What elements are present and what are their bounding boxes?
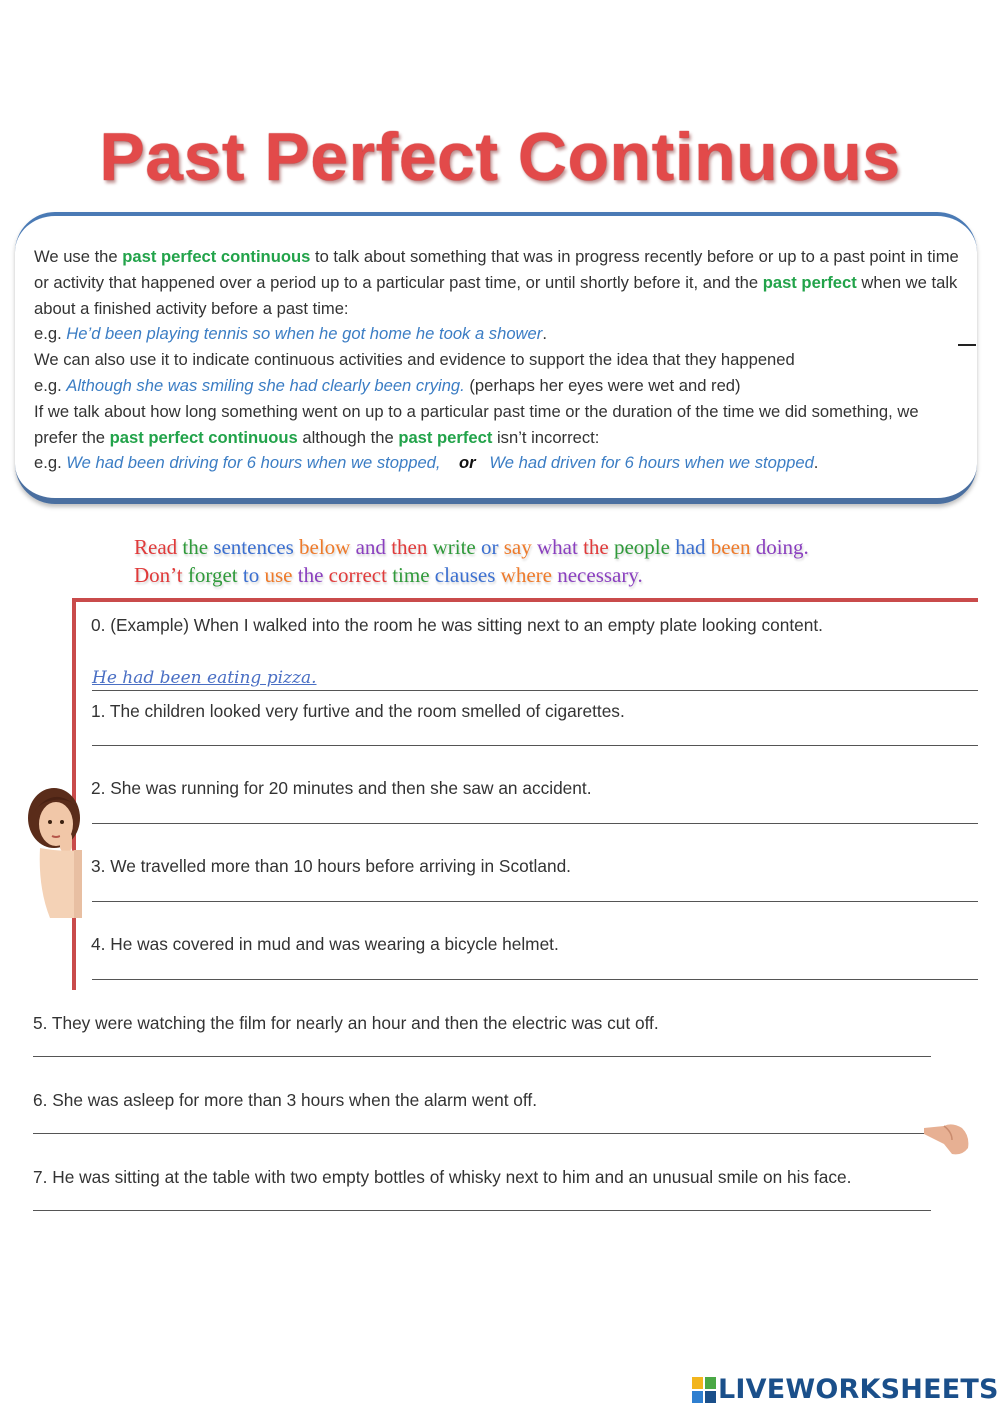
instruction-word: Read	[134, 535, 178, 559]
text: If we talk about how long something went on up to a particular past time or the duration of the time we did something, we prefer the	[34, 401, 919, 447]
example-sentence: We had driven for 6 hours when we stopped	[489, 453, 814, 473]
eg-label: e.g.	[34, 453, 67, 473]
instruction-word: the	[297, 563, 324, 587]
example-1	[34, 321, 964, 347]
highlight-term: past perfect	[762, 272, 857, 292]
answer-line-4[interactable]	[92, 979, 978, 980]
instruction-word: then	[391, 535, 428, 559]
instruction-word: had	[675, 535, 706, 559]
instruction-word: below	[299, 535, 351, 559]
question-5: 5. They were watching the film for nearly an hour and then the electric was cut off.	[33, 1013, 659, 1033]
question-4: 4. He was covered in mud and was wearing a bicycle helmet.	[91, 934, 559, 954]
text: .	[542, 324, 547, 344]
instruction-word: doing.	[755, 535, 809, 559]
or-word: or	[458, 453, 476, 473]
instruction-word: clauses	[434, 563, 496, 587]
instruction-word: correct	[328, 563, 387, 587]
example-answer: He had been eating pizza.	[92, 668, 317, 688]
instruction-word: use	[264, 563, 293, 587]
instruction-word: time	[392, 563, 430, 587]
explanation-paragraph-3	[34, 399, 964, 451]
answer-line-0[interactable]	[92, 690, 978, 691]
highlight-term: past perfect	[398, 427, 493, 447]
answer-line-7[interactable]	[33, 1210, 931, 1211]
question-2: 2. She was running for 20 minutes and then she saw an accident.	[91, 778, 592, 798]
question-3: 3. We travelled more than 10 hours before arriving in Scotland.	[91, 856, 571, 876]
instruction-word: what	[537, 535, 578, 559]
explanation-paragraph-2: We can also use it to indicate continuous activities and evidence to support the idea that they happened	[34, 350, 795, 370]
text: to talk about something that was in progress recently before or up to a past point in time or activity that happened over a period up to a particular past time, or until shortly before it, and the	[34, 247, 959, 292]
instruction-word: the	[182, 535, 209, 559]
girl-peeking-illustration	[20, 778, 82, 918]
instruction-word: people	[613, 535, 670, 559]
question-7: 7. He was sitting at the table with two empty bottles of whisky next to him and an unusual smile on his face.	[33, 1167, 852, 1187]
instruction-word: Don’t	[134, 563, 183, 587]
text: (perhaps her eyes were wet and red)	[464, 375, 741, 395]
instruction-word: the	[583, 535, 609, 559]
liveworksheets-logo-icon	[692, 1377, 716, 1403]
instruction-word: to	[242, 563, 260, 587]
instruction-line-2	[134, 561, 974, 589]
example-sentence: We had been driving for 6 hours when we stopped,	[66, 453, 441, 473]
question-1: 1. The children looked very furtive and the room smelled of cigarettes.	[91, 701, 625, 721]
answer-line-6[interactable]	[33, 1133, 931, 1134]
brand-name: LIVEWORKSHEETS	[718, 1374, 999, 1405]
instruction-word: forget	[187, 563, 238, 587]
answer-line-2[interactable]	[92, 823, 978, 824]
instruction-word: write	[432, 535, 476, 559]
question-0: 0. (Example) When I walked into the room he was sitting next to an empty plate looking content.	[91, 615, 823, 635]
instruction-word: say	[503, 535, 532, 559]
instruction-line-1	[134, 533, 974, 561]
instruction-word: or	[481, 535, 499, 559]
question-6: 6. She was asleep for more than 3 hours when the alarm went off.	[33, 1090, 537, 1110]
answer-line-1[interactable]	[92, 745, 978, 746]
explanation-text	[34, 244, 964, 476]
highlight-term: past perfect continuous	[109, 427, 298, 447]
brand-logo	[692, 1374, 999, 1405]
instruction-word: necessary.	[557, 563, 643, 587]
instruction-word: sentences	[213, 535, 294, 559]
example-2	[34, 373, 964, 399]
text: isn’t incorrect:	[492, 427, 600, 447]
instructions	[134, 533, 974, 589]
example-3	[34, 450, 964, 476]
instruction-word: been	[710, 535, 751, 559]
answer-line-3[interactable]	[92, 901, 978, 902]
pointing-hand-illustration	[922, 1114, 970, 1158]
highlight-term: past perfect continuous	[122, 247, 311, 266]
instruction-word: and	[355, 535, 386, 559]
text: .	[813, 453, 819, 473]
explanation-paragraph-1	[34, 244, 964, 321]
text: We use the	[34, 247, 123, 266]
text: although the	[297, 427, 399, 447]
instruction-word: where	[500, 563, 552, 587]
example-sentence: He’d been playing tennis so when he got home he took a shower	[66, 324, 543, 344]
eg-label: e.g.	[34, 375, 67, 395]
text: when we talk about a finished activity before a past time:	[34, 272, 958, 318]
example-sentence: Although she was smiling she had clearly been crying.	[66, 375, 465, 395]
page-title: Past Perfect Continuous	[99, 119, 901, 195]
answer-line-5[interactable]	[33, 1056, 931, 1057]
eg-label: e.g.	[34, 324, 67, 344]
